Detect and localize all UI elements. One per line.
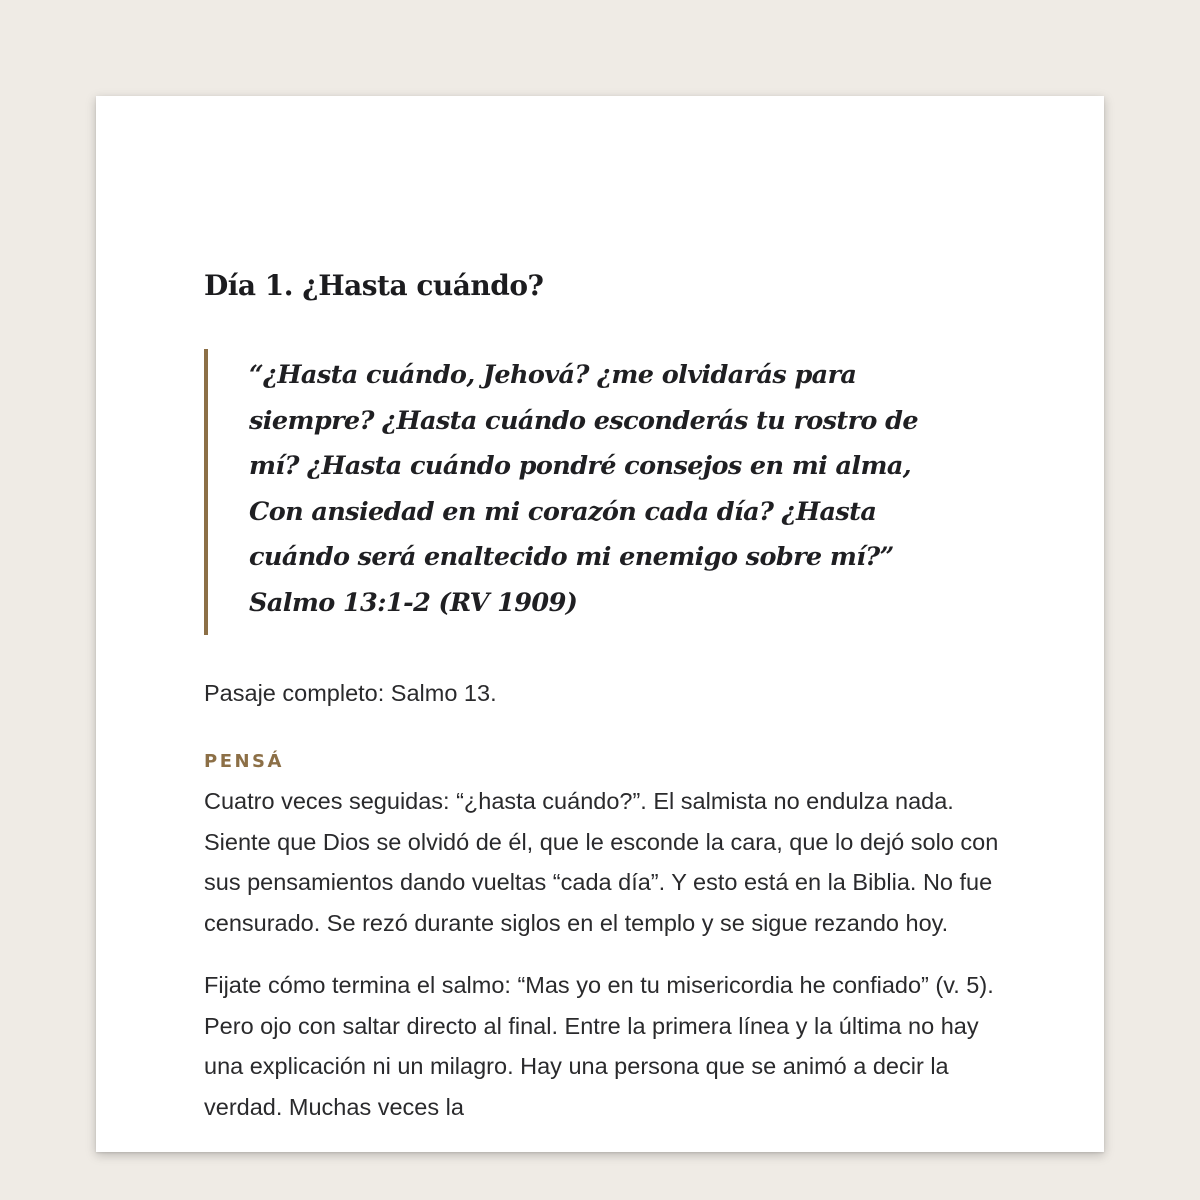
body-paragraph-1: Cuatro veces seguidas: “¿hasta cuándo?”. El salmista no endulza nada. Siente que Dios se olvidó de él, que le esconde la cara, que lo dejó solo con sus pensamientos dando vueltas “cada día”. Y esto está en la Biblia. No fue censurado. Se rezó durante siglos en el templo y se sigue rezando hoy.: [204, 788, 999, 936]
scripture-blockquote: [204, 349, 964, 635]
body-paragraph-2: Fijate cómo termina el salmo: “Mas yo en tu misericordia he confiado” (v. 5). Pero ojo con saltar directo al final. Entre la primera línea y la última no hay una explicación ni un milagro. Hay una persona que se animó a decir la verdad. Muchas veces la: [204, 972, 994, 1120]
document-content: [204, 266, 1004, 1127]
full-passage-note: Pasaje completo: Salmo 13.: [204, 679, 497, 706]
day-title: Día 1. ¿Hasta cuándo?: [204, 269, 544, 302]
document-page: [96, 96, 1104, 1152]
section-label-pensa: PENSÁ: [204, 751, 284, 773]
quote-reference: Salmo 13:1-2 (RV 1909): [249, 587, 578, 618]
quote-text: “¿Hasta cuándo, Jehová? ¿me olvidarás para siempre? ¿Hasta cuándo esconderás tu rostro de mí? ¿Hasta cuándo pondré consejos en mi alma, Con ansiedad en mi corazón cada día? ¿Hasta cuándo será enaltecido mi enemigo sobre mí?”: [249, 360, 918, 573]
